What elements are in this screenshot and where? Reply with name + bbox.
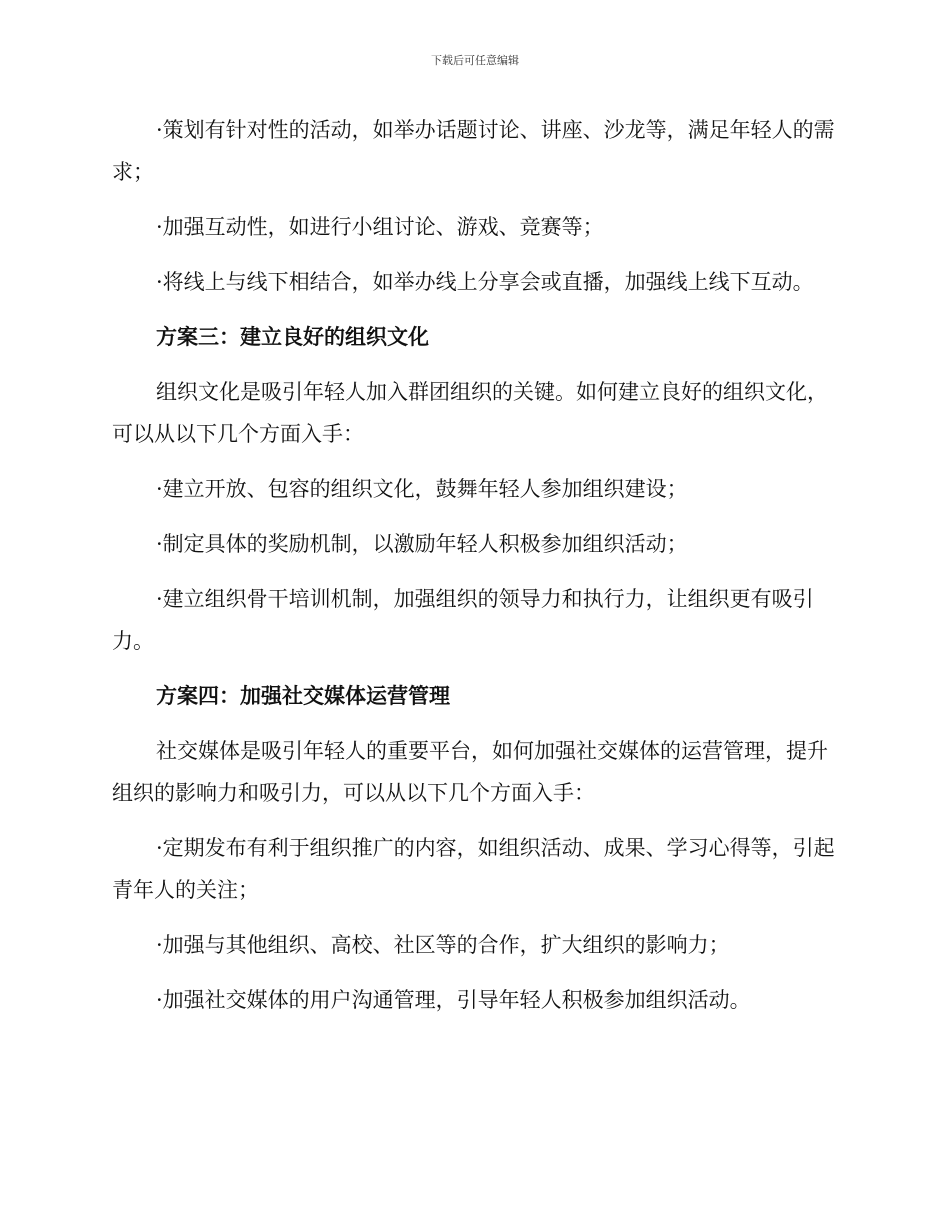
- section-heading: 方案三：建立良好的组织文化: [156, 325, 429, 349]
- bullet-item: ·加强与其他组织、高校、社区等的合作，扩大组织的影响力；: [156, 933, 730, 957]
- bullet-item: ·策划有针对性的活动，如举办话题讨论、讲座、沙龙等，满足年轻人的需求；: [112, 118, 835, 184]
- body-paragraph: 社交媒体是吸引年轻人的重要平台，如何加强社交媒体的运营管理，提升组织的影响力和吸引力，可以从以下几个方面入手：: [112, 739, 828, 805]
- section-heading: 方案四：加强社交媒体运营管理: [156, 684, 450, 708]
- document-body: [112, 109, 838, 1034]
- bullet-item: ·建立开放、包容的组织文化，鼓舞年轻人参加组织建设；: [156, 477, 688, 501]
- bullet-item: ·加强互动性，如进行小组讨论、游戏、竞赛等；: [156, 215, 604, 239]
- body-paragraph: 组织文化是吸引年轻人加入群团组织的关键。如何建立良好的组织文化，可以从以下几个方面入手：: [112, 380, 828, 446]
- bullet-item: ·加强社交媒体的用户沟通管理，引导年轻人积极参加组织活动。: [156, 988, 751, 1012]
- bullet-item: ·建立组织骨干培训机制，加强组织的领导力和执行力，让组织更有吸引力。: [112, 587, 814, 653]
- page-header: 下载后可任意编辑: [431, 54, 519, 67]
- bullet-item: ·定期发布有利于组织推广的内容，如组织活动、成果、学习心得等，引起青年人的关注；: [112, 836, 835, 902]
- bullet-item: ·将线上与线下相结合，如举办线上分享会或直播，加强线上线下互动。: [156, 270, 814, 294]
- bullet-item: ·制定具体的奖励机制，以激励年轻人积极参加组织活动；: [156, 532, 688, 556]
